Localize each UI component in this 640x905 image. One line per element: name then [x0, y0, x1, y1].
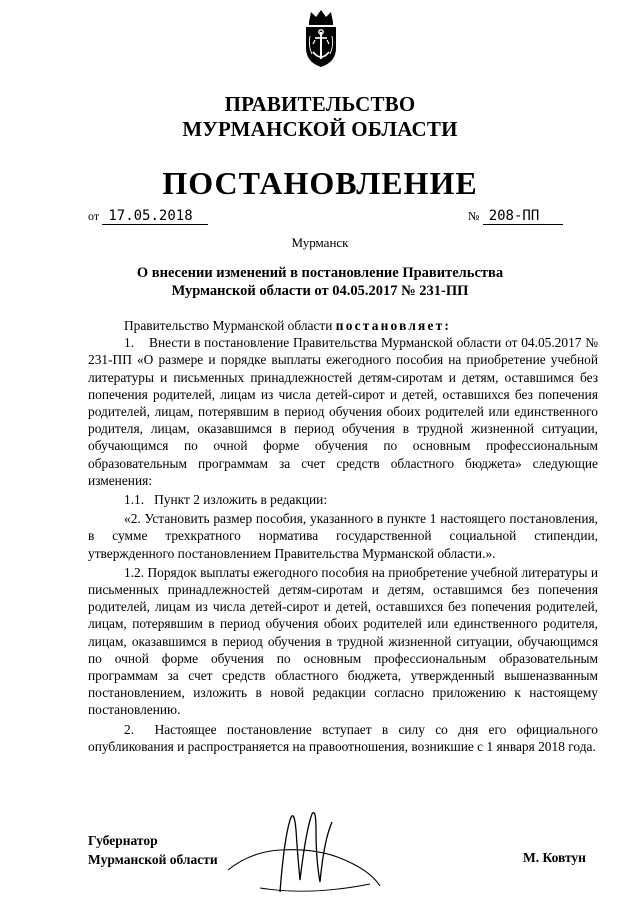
- paragraph-1-1: 1.1. Пункт 2 изложить в редакции:: [124, 492, 328, 508]
- intro-decree-word: постановляет:: [335, 318, 452, 333]
- signatory-title-line1: Губернатор: [88, 833, 158, 848]
- subject-line1: О внесении изменений в постановление Правительства: [136, 265, 504, 281]
- date-row: [88, 208, 208, 225]
- paragraph-1-2: 1.2. Порядок выплаты ежегодного пособия на приобретение учебной литературы и письменных принадлежностей детям-сиротам и детям, оставшимся без попечения родителей, лицам из числа детей-сирот и детей, оставшихся без попечения родителей, лицам, потерявшим в период обучения обоих родителей или единственного родителя, лицам, оказавшимся в период обучения в трудной жизненной ситуации, обучающимся по очной форме обучения по основным профессиональным образовательным программам за счет средств областного бюджета, утвержденный вышеназванным постановлением, изложить в новой редакции согласно приложению к настоящему постановлению.: [88, 564, 598, 718]
- number-row: [468, 208, 563, 225]
- intro-paragraph: [88, 317, 598, 334]
- document-body: [88, 317, 598, 755]
- coat-of-arms-icon: [303, 8, 339, 68]
- government-name: [0, 92, 640, 142]
- paragraph-1-1-text: «2. Установить размер пособия, указанного в пункте 1 настоящего постановления, в сумме трехкратного норматива государственной социальной стипендии, утвержденного постановлением Правительства Мурманской области.».: [88, 511, 598, 561]
- document-number: 208-ПП: [483, 209, 563, 225]
- paragraph-2: 2. Настоящее постановление вступает в силу со дня его официального опубликования и распространяется на правоотношения, возникшие с 1 января 2018 года.: [88, 721, 598, 754]
- document-date: 17.05.2018: [102, 209, 208, 225]
- number-prefix: №: [468, 209, 480, 223]
- paragraph-1: 1. Внести в постановление Правительства Мурманской области от 04.05.2017 № 231-ПП «О размере и порядке выплаты ежегодного пособия на приобретение учебной литературы и письменных принадлежностей детям-сиротам и детям, оставшимся без попечения родителей, лицам из числа детей-сирот и детей, оставшихся без попечения родителей, лицам, потерявшим в период обучения обоих родителей или единственного родителя, лицам, оказавшимся в период обучения в трудной жизненной ситуации, обучающимся по очной форме обучения по основным профессиональным образовательным программам за счет средств областного бюджета» следующие изменения:: [88, 335, 598, 488]
- signatory-name: М. Ковтун: [523, 850, 586, 865]
- government-line2: МУРМАНСКОЙ ОБЛАСТИ: [182, 117, 458, 141]
- handwritten-signature-icon: [220, 800, 390, 900]
- document-subject: [0, 264, 640, 300]
- subject-line2: Мурманской области от 04.05.2017 № 231-ПП: [171, 283, 469, 299]
- signatory-title: [88, 831, 218, 869]
- city: Мурманск: [291, 235, 349, 250]
- government-line1: ПРАВИТЕЛЬСТВО: [224, 92, 416, 116]
- document-type: ПОСТАНОВЛЕНИЕ: [162, 165, 478, 201]
- date-prefix: от: [88, 209, 100, 223]
- intro-text: Правительство Мурманской области: [124, 318, 336, 333]
- signatory-title-line2: Мурманской области: [88, 852, 218, 867]
